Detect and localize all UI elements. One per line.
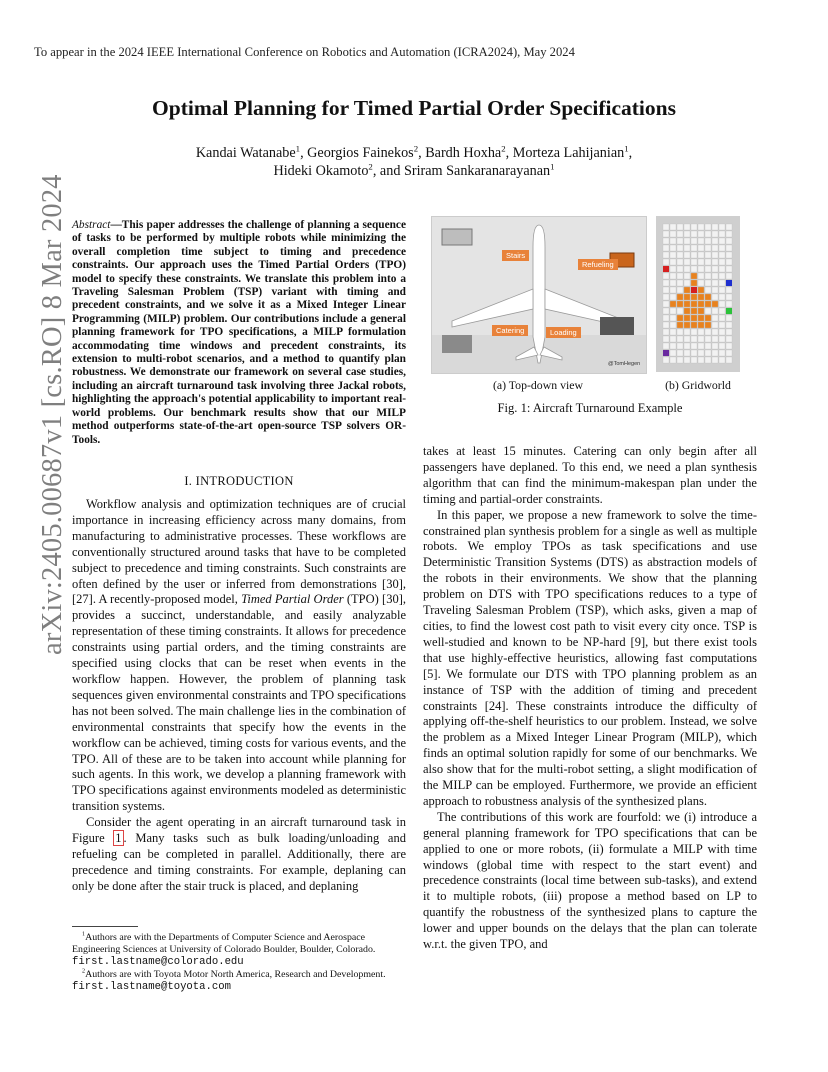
grid-cell xyxy=(698,280,704,286)
grid-cell xyxy=(677,329,683,335)
author-name: Bardh Hoxha xyxy=(425,145,502,161)
grid-cell xyxy=(698,329,704,335)
grid-cell xyxy=(705,287,711,293)
grid-cell xyxy=(670,238,676,244)
grid-cell xyxy=(691,245,697,251)
grid-cell xyxy=(705,329,711,335)
grid-cell xyxy=(719,231,725,237)
grid-cell xyxy=(663,259,669,265)
grid-cell xyxy=(698,315,704,321)
grid-cell xyxy=(677,294,683,300)
grid-marker xyxy=(663,350,669,356)
grid-cell xyxy=(663,224,669,230)
grid-cell xyxy=(705,350,711,356)
grid-cell xyxy=(698,245,704,251)
grid-cell xyxy=(670,350,676,356)
grid-marker xyxy=(663,266,669,272)
grid-cell xyxy=(719,273,725,279)
grid-cell xyxy=(663,252,669,258)
grid-cell xyxy=(705,252,711,258)
grid-cell xyxy=(726,336,732,342)
paragraph-text: Consider the agent operating in an aircraft turnaround task in Figure xyxy=(72,815,406,846)
grid-cell xyxy=(705,294,711,300)
grid-cell xyxy=(677,343,683,349)
grid-cell xyxy=(691,322,697,328)
grid-cell xyxy=(670,245,676,251)
grid-cell xyxy=(712,224,718,230)
grid-cell xyxy=(712,259,718,265)
grid-cell xyxy=(712,329,718,335)
grid-cell xyxy=(712,231,718,237)
grid-cell xyxy=(719,294,725,300)
grid-cell xyxy=(719,329,725,335)
grid-cell xyxy=(677,287,683,293)
grid-cell xyxy=(691,252,697,258)
paragraph-text: . Many tasks such as bulk loading/unloading and refueling can be completed in parallel. Additionally, there are precedence and timing constraints. For example, deplaning can only be done after the stair truck is placed, and deplaning xyxy=(72,831,406,893)
aircraft-illustration xyxy=(432,217,646,373)
grid-cell xyxy=(677,231,683,237)
grid-cell xyxy=(684,231,690,237)
author-name: Morteza Lahijanian xyxy=(512,145,625,161)
affiliation-mark: 1 xyxy=(295,143,301,154)
footnote xyxy=(72,932,406,969)
figure-gridworld xyxy=(656,216,740,372)
abstract-label: Abstract xyxy=(72,219,111,231)
grid-cell xyxy=(663,329,669,335)
grid-cell xyxy=(691,308,697,314)
grid-cell xyxy=(726,287,732,293)
grid-cell xyxy=(677,336,683,342)
grid-cell xyxy=(705,273,711,279)
grid-cell xyxy=(698,252,704,258)
grid-cell xyxy=(726,238,732,244)
grid-cell xyxy=(705,343,711,349)
emphasis-text: Timed Partial Order xyxy=(241,592,344,607)
conference-header: To appear in the 2024 IEEE International Conference on Robotics and Automation (ICRA2024), May 2024 xyxy=(34,45,575,59)
grid-cell xyxy=(691,336,697,342)
grid-cell xyxy=(705,357,711,363)
grid-marker xyxy=(726,308,732,314)
grid-cell xyxy=(684,266,690,272)
grid-cell xyxy=(712,287,718,293)
grid-cell xyxy=(726,357,732,363)
grid-cell xyxy=(719,245,725,251)
author-name: Sriram Sankaranarayanan xyxy=(403,163,551,179)
grid-cell xyxy=(698,238,704,244)
grid-cell xyxy=(684,294,690,300)
grid-cell xyxy=(677,301,683,307)
grid-cell xyxy=(712,294,718,300)
grid-cell xyxy=(698,266,704,272)
grid-cell xyxy=(684,336,690,342)
grid-cell xyxy=(712,308,718,314)
grid-cell xyxy=(719,224,725,230)
grid-cell xyxy=(691,280,697,286)
grid-cell xyxy=(684,301,690,307)
right-column-body xyxy=(423,444,757,953)
section-heading: I. INTRODUCTION xyxy=(184,474,294,488)
grid-cell xyxy=(684,322,690,328)
grid-cell xyxy=(712,357,718,363)
email-link[interactable]: first.lastname@toyota.com xyxy=(72,980,231,993)
grid-cell xyxy=(670,280,676,286)
grid-cell xyxy=(677,322,683,328)
grid-cell xyxy=(663,357,669,363)
label-stairs: Stairs xyxy=(502,250,529,261)
author-name: Kandai Watanabe xyxy=(195,145,296,161)
authors-line-1: Kandai Watanabe$^1$, Georgios Fainekos$^2$, Bardh Hoxha$^2$, Morteza Lahijanian$^1$, xyxy=(195,143,633,161)
paragraph: takes at least 15 minutes. Catering can only begin after all passengers have deplaned. To this end, we need a plan synthesis algorithm that can find the minimum-makespan plan under the timing and partial-order constraints. xyxy=(423,444,757,506)
grid-cell xyxy=(726,343,732,349)
grid-cell xyxy=(698,343,704,349)
grid-cell xyxy=(698,357,704,363)
grid-cell xyxy=(670,294,676,300)
grid-cell xyxy=(684,245,690,251)
grid-cell xyxy=(719,287,725,293)
grid-cell xyxy=(663,301,669,307)
grid-cell xyxy=(705,308,711,314)
subcaption-b: (b) Gridworld xyxy=(665,378,731,392)
grid-cell xyxy=(719,280,725,286)
paper-title: Optimal Planning for Timed Partial Order Specifications xyxy=(152,96,676,120)
grid-cell xyxy=(712,238,718,244)
abstract-dash: — xyxy=(110,219,122,231)
grid-cell xyxy=(677,266,683,272)
footnote-mark: 2 xyxy=(82,968,86,975)
grid-cell xyxy=(691,350,697,356)
grid-cell xyxy=(698,224,704,230)
grid-cell xyxy=(705,280,711,286)
grid-cell xyxy=(663,294,669,300)
grid-cell xyxy=(712,273,718,279)
grid-cell xyxy=(698,350,704,356)
grid-cell xyxy=(712,245,718,251)
grid-cell xyxy=(684,224,690,230)
figure-caption: Fig. 1: Aircraft Turnaround Example xyxy=(497,401,683,415)
label-refueling: Refueling xyxy=(578,259,618,270)
grid-cell xyxy=(684,357,690,363)
grid-cell xyxy=(705,231,711,237)
grid-cell xyxy=(719,315,725,321)
grid-marker xyxy=(726,280,732,286)
grid-cell xyxy=(691,294,697,300)
grid-cell xyxy=(719,252,725,258)
grid-cell xyxy=(712,350,718,356)
grid-cell xyxy=(677,245,683,251)
gridworld-grid xyxy=(656,216,740,372)
grid-cell xyxy=(691,259,697,265)
grid-cell xyxy=(726,245,732,251)
grid-cell xyxy=(691,301,697,307)
grid-cell xyxy=(698,301,704,307)
grid-cell xyxy=(726,315,732,321)
grid-cell xyxy=(663,280,669,286)
grid-marker xyxy=(691,287,697,293)
grid-cell xyxy=(670,329,676,335)
grid-cell xyxy=(677,308,683,314)
grid-cell xyxy=(684,308,690,314)
label-catering: Catering xyxy=(492,325,528,336)
grid-cell xyxy=(663,231,669,237)
grid-cell xyxy=(705,259,711,265)
grid-cell xyxy=(677,357,683,363)
grid-cell xyxy=(691,238,697,244)
grid-cell xyxy=(691,231,697,237)
grid-cell xyxy=(719,336,725,342)
grid-cell xyxy=(684,259,690,265)
grid-cell xyxy=(726,294,732,300)
grid-cell xyxy=(663,273,669,279)
grid-cell xyxy=(726,350,732,356)
grid-cell xyxy=(670,252,676,258)
footnotes xyxy=(72,932,406,993)
grid-cell xyxy=(698,322,704,328)
grid-cell xyxy=(670,308,676,314)
grid-cell xyxy=(691,343,697,349)
grid-cell xyxy=(705,238,711,244)
grid-cell xyxy=(670,287,676,293)
paragraph: In this paper, we propose a new framework to solve the time-constrained plan synthesis problem for a single as well as multiple robots. We employ TPOs as task specifications and use Deterministic Transition Systems (DTS) as abstraction models of the robots in their environments. We show that the planning problem on DTS with TPO specifications reduces to a type of Traveling Salesman Problem (TSP), which asks, given a map of cities, to find the lowest cost path to visit every city once. TSP is well-studied and known to be NP-hard [9], but there exist tools that use highly-effective heuristics, allowing fast computations [5]. We formulate our DTS with TPO planning problem as an instance of TSP with the addition of timing and precedent constraints [24]. These constraints introduce the difficulty of applying off-the-shelf heuristics to our problem. Instead, we solve the problem as a Mixed Integer Linear Program (MILP), which finds an optimal solution rapidly for some of our benchmarks. We also show that for the multi-robot setting, a slight modification of the MILP can be employed. Furthermore, we provide an efficient approach to robustness analysis of the synthesized plans. xyxy=(423,507,757,808)
email-link[interactable]: first.lastname@colorado.edu xyxy=(72,956,244,969)
grid-cell xyxy=(684,315,690,321)
grid-cell xyxy=(726,259,732,265)
authors-line-2 xyxy=(0,163,828,180)
paragraph xyxy=(72,815,406,895)
grid-cell xyxy=(677,350,683,356)
grid-cell xyxy=(677,273,683,279)
grid-cell xyxy=(712,301,718,307)
grid-cell xyxy=(691,273,697,279)
grid-cell xyxy=(705,266,711,272)
grid-cell xyxy=(705,322,711,328)
grid-cell xyxy=(663,238,669,244)
paragraph: The contributions of this work are fourfold: we (i) introduce a general planning framework for TPO specifications that can be applied to one or more robots, (ii) formulate a MILP with time windows (global time with respect to the start event) and precedence constraints (local time between sub-tasks), and extend it to multiple robots, (iii) propose a method based on LP to quantify the robustness of the synthesized plans to capture the lower and upper bounds on the delays that the plan can tolerate w.r.t. the given TPO, and xyxy=(423,809,757,952)
grid-cell xyxy=(719,350,725,356)
photo-credit: @TomHegen xyxy=(608,361,641,367)
grid-cell xyxy=(719,308,725,314)
grid-cell xyxy=(677,252,683,258)
grid-cell xyxy=(670,357,676,363)
grid-cell xyxy=(705,301,711,307)
grid-cell xyxy=(670,343,676,349)
affiliation-mark: 1 xyxy=(624,143,629,154)
paragraph-text: (TPO) [30], provides a succinct, understandable, and easily analyzable representation of these timing constraints. It allows for precedence constraints using partial orders, and the timing constraints are specified using clocks that can be reset when events in the workflow happen. However, the problem of planning task sequences given environmental constraints and TPO specifications has not been solved. The main challenge lies in the combination of environmental constraints that specify how the events in the workflow can be achieved, timing costs for various events, and the TPO. All of these are to be taken into account while planning for such agents. In this work, we develop a planning framework with TPO specifications against environments modeled as deterministic transition systems. xyxy=(72,592,406,814)
grid-cell xyxy=(670,273,676,279)
grid-cell xyxy=(684,350,690,356)
grid-cell xyxy=(726,273,732,279)
grid-cell xyxy=(691,224,697,230)
grid-cell xyxy=(726,231,732,237)
grid-cell xyxy=(670,315,676,321)
grid-cell xyxy=(726,329,732,335)
grid-cell xyxy=(698,336,704,342)
grid-cell xyxy=(691,266,697,272)
grid-cell xyxy=(691,357,697,363)
paragraph xyxy=(72,497,406,815)
grid-cell xyxy=(698,273,704,279)
grid-cell xyxy=(684,343,690,349)
grid-cell xyxy=(684,280,690,286)
left-column-body xyxy=(72,497,406,895)
grid-cell xyxy=(663,336,669,342)
grid-cell xyxy=(719,343,725,349)
grid-cell xyxy=(726,224,732,230)
footnote-mark: 1 xyxy=(82,931,86,938)
grid-cell xyxy=(670,301,676,307)
grid-cell xyxy=(677,280,683,286)
grid-cell xyxy=(719,266,725,272)
grid-cell xyxy=(691,329,697,335)
abstract xyxy=(72,219,406,447)
grid-cell xyxy=(663,322,669,328)
grid-cell xyxy=(670,322,676,328)
grid-cell xyxy=(698,259,704,265)
affiliation-mark: 2 xyxy=(413,143,419,154)
grid-cell xyxy=(670,259,676,265)
grid-cell xyxy=(677,238,683,244)
grid-cell xyxy=(677,259,683,265)
grid-cell xyxy=(719,238,725,244)
grid-cell xyxy=(698,294,704,300)
grid-cell xyxy=(705,336,711,342)
footnote-divider xyxy=(72,926,138,927)
grid-cell xyxy=(726,322,732,328)
grid-cell xyxy=(698,231,704,237)
grid-cell xyxy=(712,315,718,321)
grid-cell xyxy=(684,287,690,293)
grid-cell xyxy=(712,266,718,272)
footnote-text: Authors are with Toyota Motor North America, Research and Development. xyxy=(85,968,386,980)
subcaption-a: (a) Top-down view xyxy=(492,378,584,392)
grid-cell xyxy=(705,315,711,321)
grid-cell xyxy=(663,287,669,293)
grid-cell xyxy=(663,315,669,321)
grid-cell xyxy=(705,245,711,251)
author-name: Hideki Okamoto xyxy=(273,163,369,179)
grid-cell xyxy=(684,252,690,258)
grid-cell xyxy=(719,301,725,307)
grid-cell xyxy=(719,259,725,265)
grid-cell xyxy=(670,231,676,237)
label-loading: Loading xyxy=(546,327,581,338)
grid-cell xyxy=(712,343,718,349)
grid-cell xyxy=(677,315,683,321)
grid-cell xyxy=(698,287,704,293)
grid-cell xyxy=(677,224,683,230)
grid-cell xyxy=(663,343,669,349)
grid-cell xyxy=(663,245,669,251)
grid-cell xyxy=(684,273,690,279)
footnote-text: Authors are with the Departments of Computer Science and Aerospace Engineering Sciences at University of Colorado Boulder, Boulder, Colorado. xyxy=(72,932,376,956)
grid-cell xyxy=(698,308,704,314)
grid-cell xyxy=(705,224,711,230)
abstract-text: This paper addresses the challenge of planning a sequence of tasks to be performed by multiple robots while minimizing the overall completion time subject to timing and precedence constraints. Our approach uses the Timed Partial Orders (TPO) model to specify these constraints. We translate this problem into a Traveling Salesman Problem (TSP) variant with timing and precedent constraints, and we solve it as a Mixed Integer Linear Programming (MILP) problem. Our contributions include a general planning framework for TPO specifications, a MILP formulation accommodating time windows and precedent constraints, its extension to multi-robot scenarios, and a method to quantify plan robustness. We demonstrate our framework on several case studies, including an aircraft turnaround task involving three Jackal robots, highlighting the approach's potential applicability to important real-world problems. Our benchmark results show that our MILP method outperforms state-of-the-art open-source TSP solvers OR-Tools. xyxy=(72,219,406,446)
author-name: Georgios Fainekos xyxy=(307,145,414,161)
grid-cell xyxy=(719,357,725,363)
grid-cell xyxy=(663,308,669,314)
author-conjunction: , and xyxy=(372,163,404,179)
figure-top-down-view xyxy=(431,216,647,374)
grid-cell xyxy=(670,266,676,272)
affiliation-mark: 2 xyxy=(501,143,506,154)
paragraph-text: Workflow analysis and optimization techniques are of crucial importance in increasing efficiency across many domains, from manufacturing to administrative processes. These workflows are conventionally structured around tasks that have to be completed subject to precedence and timing constraints. Such constraints are often defined by the user or inferred from demonstrations [30], [27]. A recently-proposed model, xyxy=(72,497,406,607)
grid-cell xyxy=(726,252,732,258)
grid-cell xyxy=(691,315,697,321)
affiliation-mark: 2 xyxy=(368,161,373,172)
grid-cell xyxy=(712,322,718,328)
grid-cell xyxy=(726,301,732,307)
grid-cell xyxy=(670,336,676,342)
grid-cell xyxy=(684,329,690,335)
grid-cell xyxy=(712,336,718,342)
grid-cell xyxy=(712,252,718,258)
arxiv-id: arXiv:2405.00687v1 [cs.RO] 8 Mar 2024 xyxy=(37,174,68,655)
grid-cell xyxy=(670,224,676,230)
affiliation-mark: 1 xyxy=(550,161,555,172)
footnote xyxy=(72,969,406,993)
grid-cell xyxy=(684,238,690,244)
figure-link[interactable]: 1 xyxy=(115,831,122,846)
grid-cell xyxy=(726,266,732,272)
grid-cell xyxy=(719,322,725,328)
grid-cell xyxy=(712,280,718,286)
